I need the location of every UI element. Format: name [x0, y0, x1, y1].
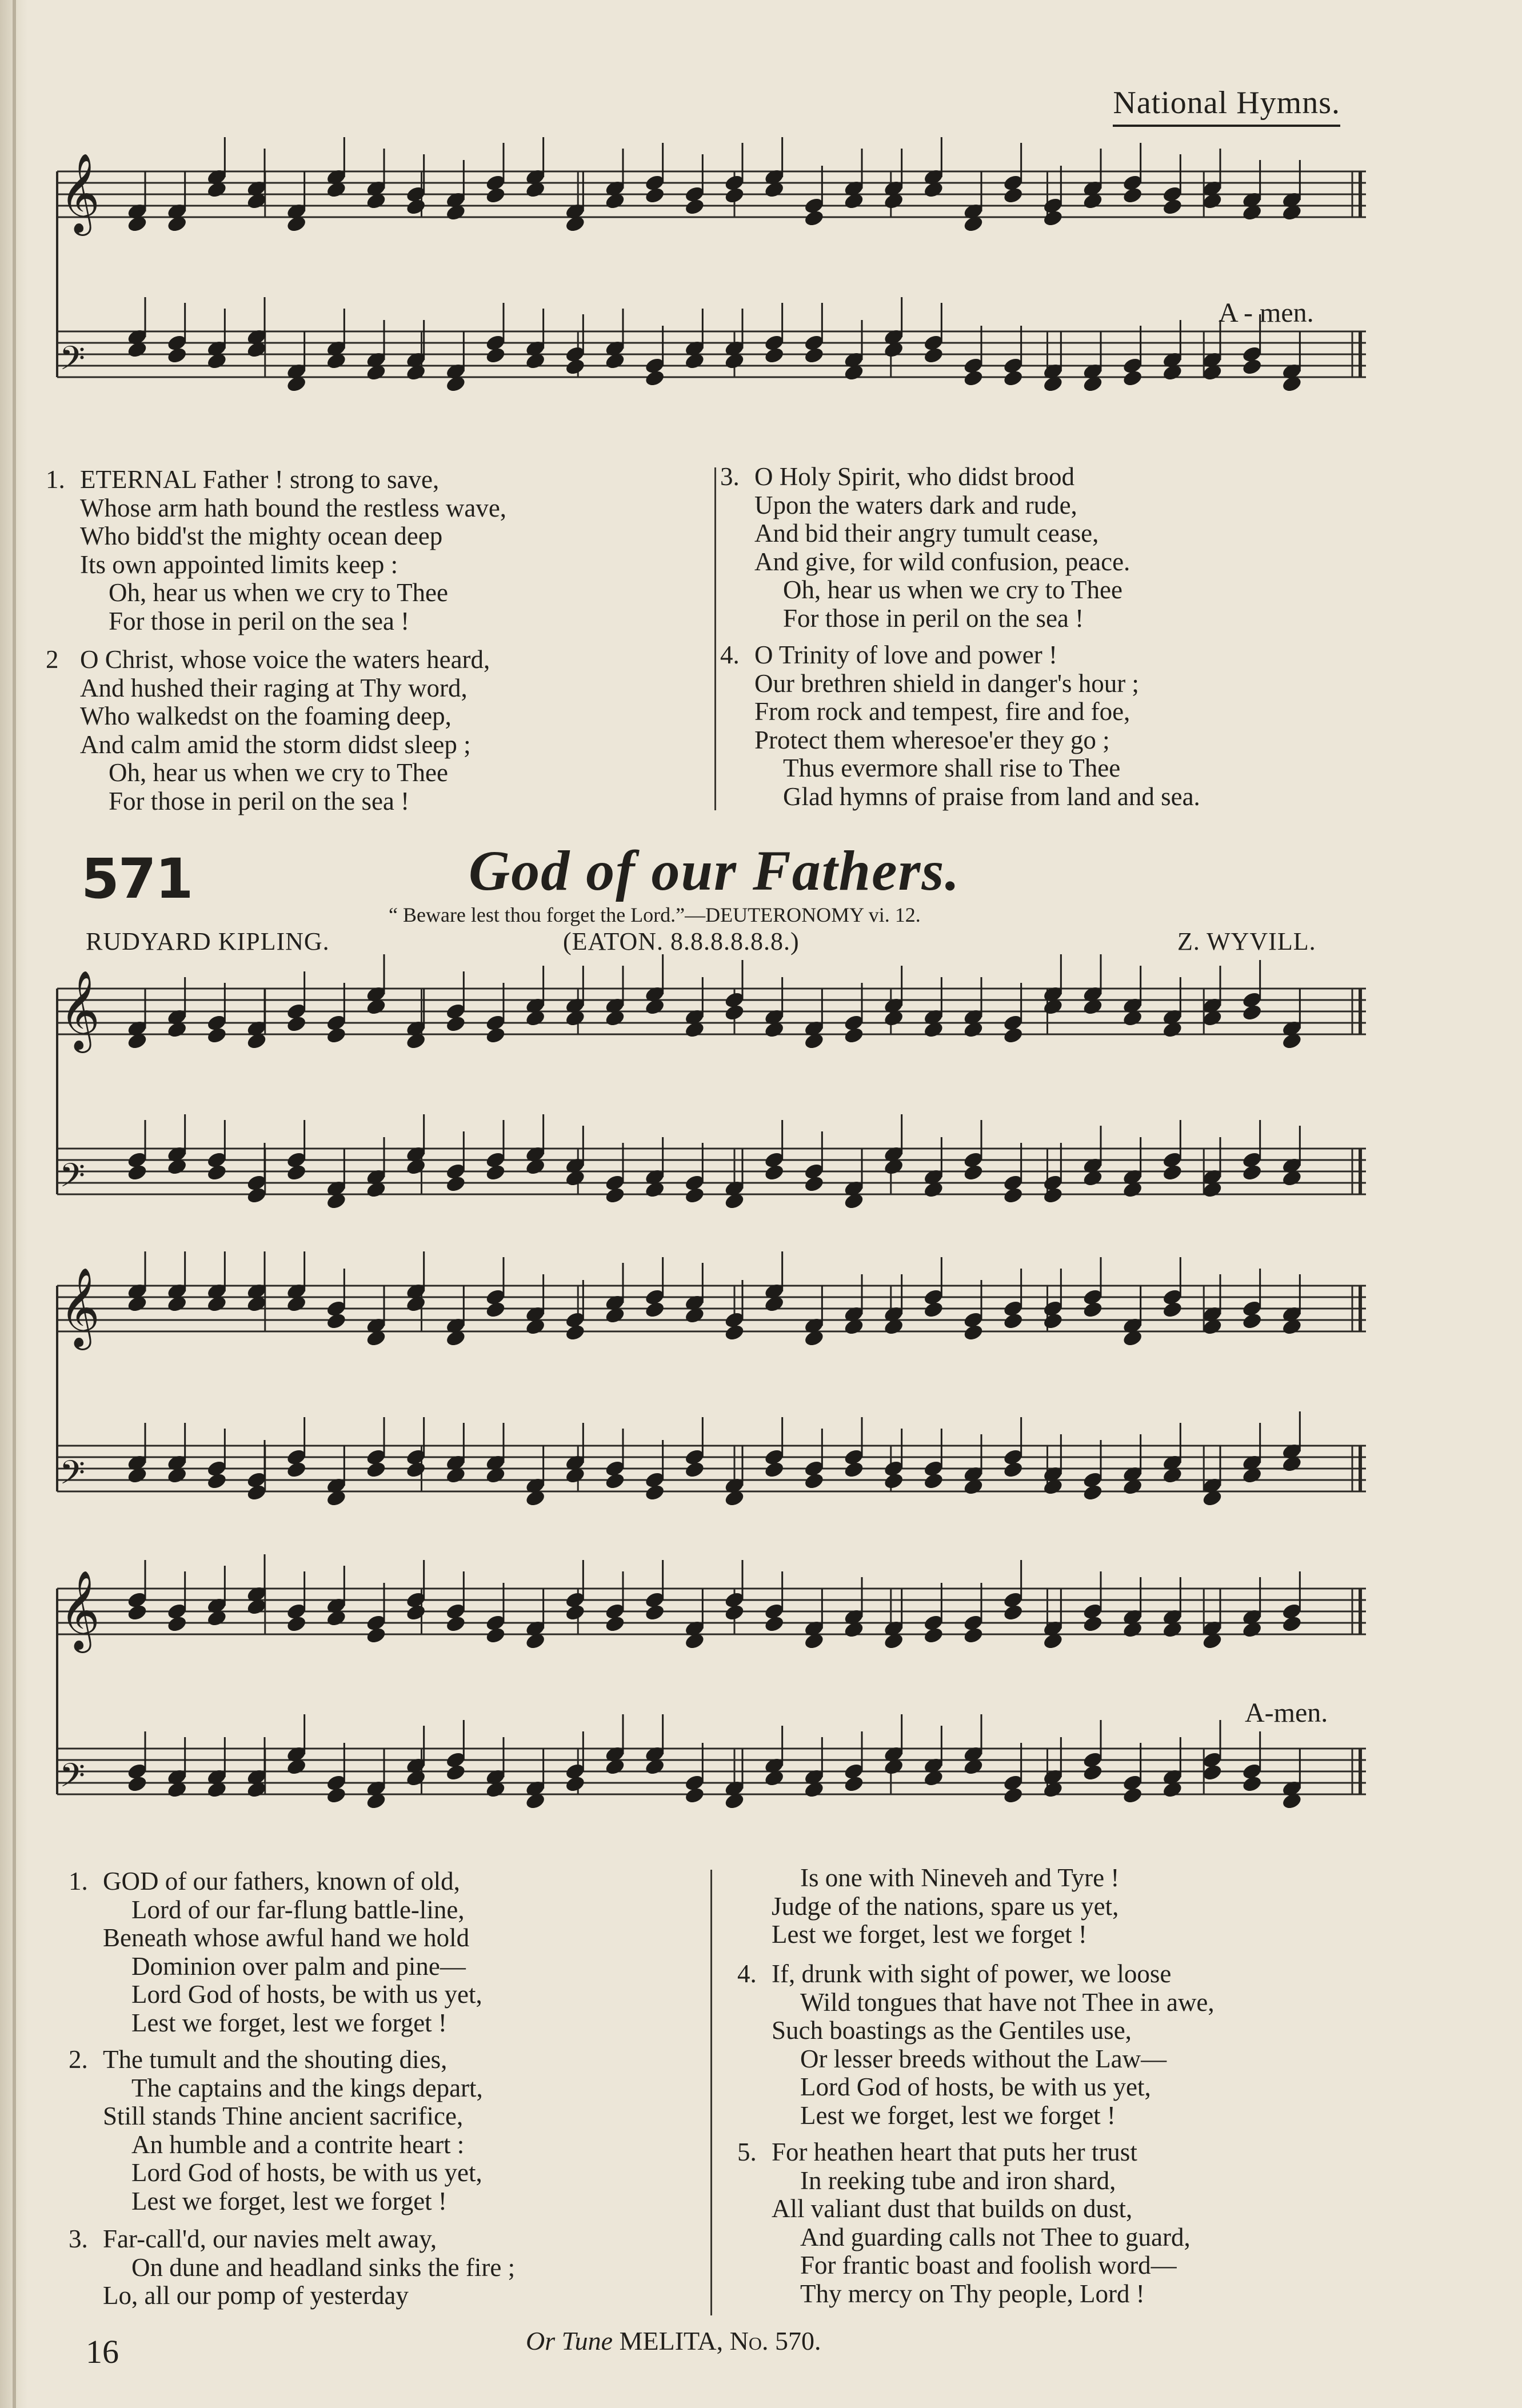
treble-clef-icon: 𝄞: [59, 1570, 100, 1650]
verse-line: [772, 2017, 1215, 2045]
verse-number: 3.: [69, 2225, 88, 2253]
verse-text: From rock and tempest, fire and foe,: [754, 697, 1130, 726]
verse-text: The captains and the kings depart,: [131, 2073, 483, 2102]
verse-text: Far-call'd, our navies melt away,: [103, 2225, 437, 2253]
or-tune-label: Or Tune: [526, 2326, 613, 2355]
verse-line: [103, 1924, 482, 1953]
verse-number: 2.: [69, 2045, 88, 2074]
verse-line: [772, 2167, 1191, 2195]
spine-edge: [13, 0, 16, 2408]
verse-line: [720, 641, 1200, 670]
verse-text: O Trinity of love and power !: [754, 641, 1057, 669]
verse-line: [103, 1981, 482, 2009]
verse-line: [720, 462, 1130, 491]
page-number: 16: [86, 2333, 119, 2370]
verse-text: Still stands Thine ancient sacrifice,: [103, 2102, 464, 2130]
verse-line: [772, 2073, 1215, 2102]
verse-line: [80, 674, 490, 703]
verse-text: On dune and headland sinks the fire ;: [131, 2253, 516, 2282]
verse-line: [754, 519, 1130, 548]
epigraph: “ Beware lest thou forget the Lord.”—DEUTERONOMY vi. 12.: [389, 903, 921, 926]
amen-570: A - men.: [1219, 298, 1314, 328]
verse-text: Beneath whose awful hand we hold: [103, 1923, 470, 1952]
verse-text: And calm amid the storm didst sleep ;: [80, 730, 471, 759]
verse-line: [772, 1921, 1119, 1949]
verse-text: Protect them wheresoe'er they go ;: [754, 725, 1110, 754]
verse-text: Dominion over palm and pine—: [131, 1951, 466, 1981]
verse-text: Judge of the nations, spare us yet,: [772, 1891, 1119, 1921]
verse-text: Lord of our far-flung battle-line,: [131, 1895, 465, 1924]
verse-line: [80, 551, 506, 579]
hymn-571-verse-3: [69, 2225, 516, 2310]
verse-line: [80, 494, 506, 523]
verse-number: 1.: [46, 465, 65, 494]
verse-text: Our brethren shield in danger's hour ;: [754, 669, 1139, 698]
verse-line: [772, 1864, 1119, 1893]
treble-clef-icon: 𝄞: [59, 970, 100, 1050]
verse-text: An humble and a contrite heart :: [131, 2130, 465, 2159]
verse-text: If, drunk with sight of power, we loose: [772, 1959, 1172, 1988]
hymn-571-verse-4: [737, 1959, 1215, 2130]
hymn-571-verse-1: [69, 1867, 482, 2037]
amen-571: A-men.: [1245, 1698, 1328, 1728]
tune-meter: (EATON. 8.8.8.8.8.8.): [563, 927, 800, 955]
verse-text: Wild tongues that have not Thee in awe,: [800, 1987, 1215, 2017]
verse-text: All valiant dust that builds on dust,: [772, 2194, 1133, 2223]
verse-text: Oh, hear us when we cry to Thee: [783, 575, 1122, 604]
verse-line: [754, 698, 1200, 726]
hymn-570-verse-4: [720, 641, 1200, 811]
verse-text: For those in peril on the sea !: [109, 786, 410, 815]
verse-text: Lord God of hosts, be with us yet,: [131, 2158, 482, 2187]
verse-line: [754, 726, 1200, 755]
verse-text: Who bidd'st the mighty ocean deep: [80, 522, 443, 550]
alternate-tune-ref: MELITA, No. 570.: [619, 2326, 821, 2355]
verse-line: [69, 1867, 482, 1896]
alternate-tune-note: [526, 2326, 821, 2356]
hymn-571-score-system-1: [51, 966, 1372, 1251]
verse-line: [80, 702, 490, 731]
bass-clef-icon: 𝄢: [59, 339, 86, 386]
verse-text: In reeking tube and iron shard,: [800, 2166, 1116, 2195]
verse-line: [80, 731, 490, 759]
hymn-title: God of our Fathers.: [469, 839, 961, 902]
verse-line: [772, 2280, 1191, 2309]
verse-text: GOD of our fathers, known of old,: [103, 1867, 460, 1895]
verse-line: [46, 645, 490, 674]
verse-line: [754, 491, 1130, 520]
verse-line: [80, 607, 506, 636]
verse-line: [103, 2102, 483, 2131]
author: RUDYARD KIPLING.: [86, 927, 330, 955]
treble-clef-icon: 𝄞: [59, 1267, 100, 1347]
verse-text: Thy mercy on Thy people, Lord !: [800, 2279, 1145, 2308]
hymn-571-score-system-2: [51, 1263, 1372, 1549]
bass-clef-icon: 𝄢: [59, 1756, 86, 1803]
verse-line: [103, 2282, 515, 2310]
hymn-570-verse-1: [46, 465, 507, 635]
verse-text: Who walkedst on the foaming deep,: [80, 702, 452, 730]
verse-text: And hushed their raging at Thy word,: [80, 673, 468, 702]
verse-text: O Christ, whose voice the waters heard,: [80, 645, 490, 674]
verse-line: [754, 754, 1200, 783]
verse-text: And bid their angry tumult cease,: [754, 519, 1099, 547]
hymn-571-score-system-3: [51, 1566, 1372, 1851]
verse-text: O Holy Spirit, who didst brood: [754, 462, 1075, 491]
verse-line: [69, 2045, 483, 2074]
verse-line: [754, 576, 1130, 605]
verse-text: ETERNAL Father ! strong to save,: [80, 465, 440, 494]
verse-text: Lest we forget, lest we forget !: [131, 2186, 447, 2215]
verse-number: 5.: [737, 2138, 757, 2166]
verse-text: Thus evermore shall rise to Thee: [783, 754, 1121, 782]
verse-divider-570: [714, 467, 716, 810]
verse-line: [772, 2251, 1191, 2280]
verse-number: 1.: [69, 1867, 88, 1895]
verse-text: And guarding calls not Thee to guard,: [800, 2222, 1191, 2251]
verse-line: [754, 548, 1130, 577]
hymn-571-verse-3-cont: [772, 1864, 1119, 1949]
verse-text: Its own appointed limits keep :: [80, 550, 398, 579]
verse-number: 3.: [720, 462, 740, 491]
verse-line: [772, 2045, 1215, 2074]
verse-text: Is one with Nineveh and Tyre !: [800, 1863, 1120, 1892]
verse-line: [103, 2131, 483, 2159]
section-header: National Hymns.: [1113, 85, 1340, 127]
verse-text: For heathen heart that puts her trust: [772, 2138, 1137, 2166]
verse-line: [103, 2159, 483, 2187]
verse-number: 4.: [737, 1959, 757, 1988]
hymn-570-score: [51, 149, 1372, 457]
hymn-number: 571: [81, 847, 193, 911]
verse-line: [772, 2102, 1215, 2130]
verse-line: [69, 2225, 515, 2254]
hymn-571-verse-2: [69, 2045, 483, 2215]
verse-line: [103, 2009, 482, 2038]
verse-line: [103, 2187, 483, 2216]
verse-text: Glad hymns of praise from land and sea.: [783, 782, 1200, 811]
verse-text: And give, for wild confusion, peace.: [754, 547, 1130, 576]
verse-line: [737, 1959, 1215, 1989]
verse-line: [103, 2074, 483, 2103]
hymn-570-verse-3: [720, 462, 1130, 633]
verse-line: [737, 2138, 1191, 2167]
treble-clef-icon: 𝄞: [59, 153, 100, 233]
verse-text: For those in peril on the sea !: [109, 606, 410, 635]
verse-text: Lest we forget, lest we forget !: [800, 2101, 1116, 2130]
verse-text: Whose arm hath bound the restless wave,: [80, 493, 507, 522]
composer: Z. WYVILL.: [1177, 927, 1316, 955]
verse-line: [754, 670, 1200, 698]
verse-text: Upon the waters dark and rude,: [754, 490, 1077, 519]
bass-clef-icon: 𝄢: [59, 1156, 86, 1203]
verse-text: Lo, all our pomp of yesterday: [103, 2281, 409, 2310]
verse-text: Lest we forget, lest we forget !: [131, 2008, 447, 2037]
hymn-570-verse-2: [46, 645, 490, 815]
verse-text: Oh, hear us when we cry to Thee: [109, 578, 448, 607]
verse-line: [80, 579, 506, 607]
verse-line: [103, 1896, 482, 1925]
verse-divider-571: [710, 1870, 712, 2315]
verse-line: [754, 783, 1200, 811]
verse-line: [46, 465, 506, 494]
verse-line: [772, 2223, 1191, 2252]
verse-text: Lord God of hosts, be with us yet,: [800, 2073, 1151, 2101]
verse-text: For those in peril on the sea !: [783, 603, 1084, 633]
verse-line: [772, 1989, 1215, 2017]
bass-clef-icon: 𝄢: [59, 1453, 86, 1500]
verse-text: For frantic boast and foolish word—: [800, 2251, 1177, 2279]
verse-line: [80, 759, 490, 787]
verse-text: Such boastings as the Gentiles use,: [772, 2016, 1132, 2045]
verse-number: 4.: [720, 641, 740, 669]
verse-line: [103, 1953, 482, 1981]
verse-text: Lest we forget, lest we forget !: [772, 1920, 1087, 1949]
verse-text: Or lesser breeds without the Law—: [800, 2044, 1167, 2073]
verse-line: [772, 2195, 1191, 2223]
verse-line: [754, 605, 1130, 633]
verse-number: 2: [46, 645, 59, 674]
verse-text: The tumult and the shouting dies,: [103, 2045, 448, 2074]
verse-line: [80, 522, 506, 551]
verse-line: [103, 2254, 515, 2282]
verse-line: [772, 1893, 1119, 1921]
hymn-571-verse-5: [737, 2138, 1191, 2308]
verse-line: [80, 787, 490, 816]
verse-text: Lord God of hosts, be with us yet,: [131, 1980, 482, 2009]
verse-text: Oh, hear us when we cry to Thee: [109, 758, 448, 787]
